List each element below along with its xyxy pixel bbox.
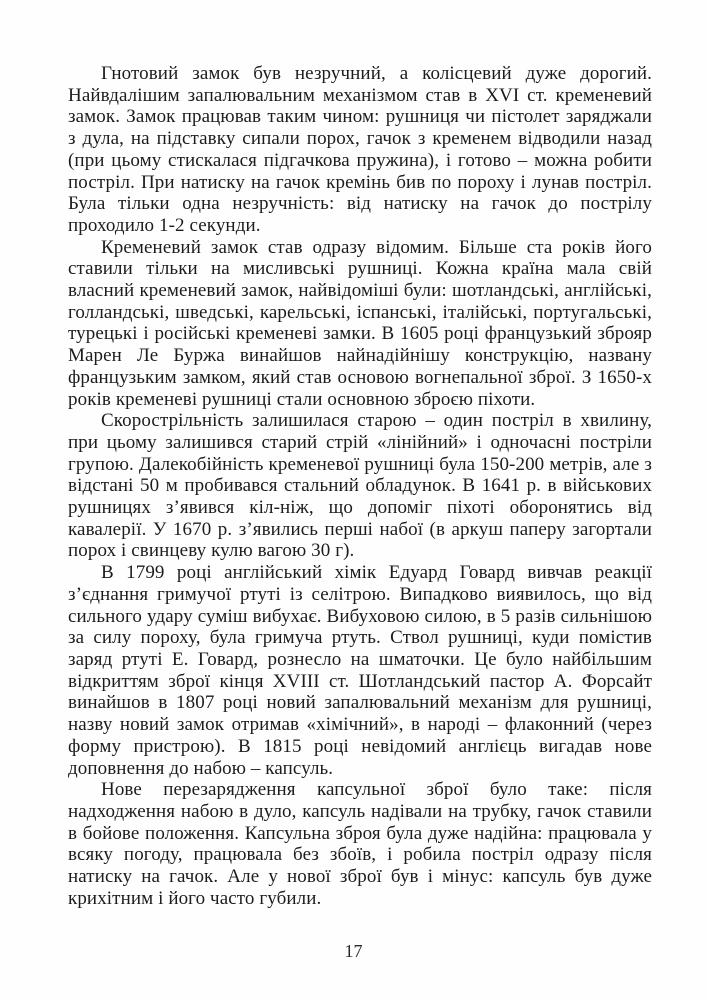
paragraph-percussion-cap: Нове перезарядження капсульної зброї було таке: після надходження набою в дуло, капсуль надівали на трубку, гачок ставили в бойове положення. Капсульна зброя була дуже надійна: працювала у всяку погоду, працювала без збоїв, і робила постріл одразу після натиску на гачок. Але у нової зброї був і мінус: капсуль був дуже крихітним і його часто губили.	[68, 779, 652, 909]
paragraph-rate-of-fire: Скорострільність залишилася старою – один постріл в хвилину, при цьому залишився старий стрій «лінійний» і одночасні постріли групою. Далекобійність кременевої рушниці була 150-200 метрів, але з відстані 50 м пробивався стальний обладунок. В 1641 р. в військових рушницях з’явився кіл-ніж, що допоміг піхоті оборонятись від кавалерії. У 1670 р. з’явились перші набої (в аркуш паперу загортали порох і свинцеву кулю вагою 30 г).	[68, 410, 652, 562]
paragraph-matchlock-flintlock: Гнотовий замок був незручний, а колісцевий дуже дорогий. Найвдалішим запалювальним механізмом став в XVI ст. кременевий замок. Замок працював таким чином: рушниця чи пістолет заряджали з дула, на підставку сипали порох, гачок з кременем відводили назад (при цьому стискалася підгачкова пружина), і готово – можна робити постріл. При натиску на гачок кремінь бив по пороху і лунав постріл. Була тільки одна незручність: від натиску на гачок до пострілу проходило 1-2 секунди.	[68, 63, 652, 236]
text-block	[68, 63, 652, 909]
paragraph-howard-forsyth: В 1799 році англійський хімік Едуард Говард вивчав реакції з’єднання гримучої ртуті із селітрою. Випадково виявилось, що від сильного удару суміш вибухає. Вибуховою силою, в 5 разів сильнішою за силу пороху, була гримуча ртуть. Ствол рушниці, куди помістив заряд ртуті Е. Говард, рознесло на шматочки. Це було найбільшим відкриттям зброї кінця XVIII ст. Шотландський пастор А. Форсайт винайшов в 1807 році новий запалювальний механізм для рушниці, назву новий замок отримав «хімічний», в народі – флаконний (через форму пристрою). В 1815 році невідомий англієць вигадав нове доповнення до набою – капсуль.	[68, 562, 652, 779]
page-number: 17	[344, 941, 363, 961]
paragraph-flintlock-countries: Кременевий замок став одразу відомим. Більше ста років його ставили тільки на мисливські рушниці. Кожна країна мала свій власний кременевий замок, найвідоміші були: шотландські, англійські, голландські, шведські, карельські, іспанські, італійські, португальські, турецькі і російські кременеві замки. В 1605 році французький зброяр Марен Ле Буржа винайшов найнадійнішу конструкцію, названу французьким замком, який став основою вогнепальної зброї. З 1650-х років кременеві рушниці стали основною зброєю піхоти.	[68, 236, 652, 410]
